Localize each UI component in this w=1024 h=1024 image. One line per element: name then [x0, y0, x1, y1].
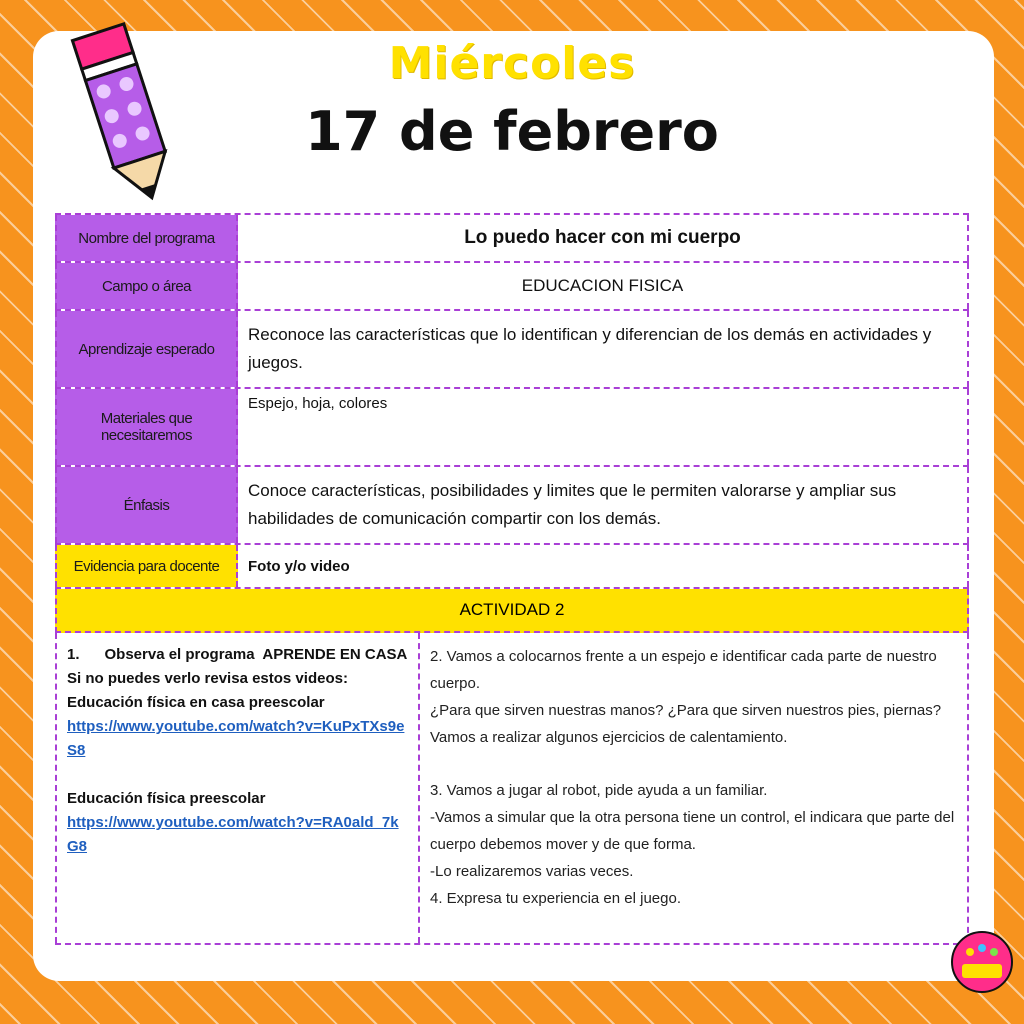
brand-logo-icon — [950, 930, 1014, 994]
value-program-name: Lo puedo hacer con mi cuerpo — [238, 215, 969, 261]
questions-text: ¿Para que sirven nuestras manos? ¿Para que sirven nuestros pies, piernas? Vamos a realizar algunos ejercicios de calentamiento. — [430, 702, 942, 746]
lesson-table — [55, 213, 969, 945]
activity-body — [55, 633, 969, 945]
video-2-link[interactable]: https://www.youtube.com/watch?v=RA0ald_7kG8 — [67, 814, 399, 855]
step-1-text: 1. Observa el programa APRENDE EN CASA — [67, 646, 408, 663]
videos-intro: Si no puedes verlo revisa estos videos: — [67, 670, 348, 687]
value-learning: Reconoce las características que lo identifican y diferencian de los demás en actividades y juegos. — [238, 311, 969, 387]
label-field: Campo o área — [55, 263, 238, 309]
video-1-title: Educación física en casa preescolar — [67, 694, 325, 711]
row-program-name — [55, 213, 969, 263]
value-field: EDUCACION FISICA — [238, 263, 969, 309]
label-emphasis: Énfasis — [55, 467, 238, 543]
row-field — [55, 263, 969, 311]
label-program-name: Nombre del programa — [55, 215, 238, 261]
row-materials — [55, 389, 969, 467]
row-emphasis — [55, 467, 969, 545]
label-learning: Aprendizaje esperado — [55, 311, 238, 387]
value-materials: Espejo, hoja, colores — [238, 389, 969, 465]
date-title: 17 de febrero — [305, 100, 719, 163]
robot-instructions: -Vamos a simular que la otra persona tiene un control, el indicara que parte del cuerpo debemos mover y de que forma. — [430, 809, 955, 853]
value-evidence: Foto y/o video — [238, 545, 969, 587]
label-evidence: Evidencia para docente — [55, 545, 238, 587]
day-title: Miércoles — [388, 38, 636, 89]
activity-left-column — [55, 633, 420, 943]
activity-right-column — [420, 633, 969, 943]
step-2-text: 2. Vamos a colocarnos frente a un espejo e identificar cada parte de nuestro cuerpo. — [430, 648, 937, 692]
row-evidence — [55, 545, 969, 589]
step-3-text: 3. Vamos a jugar al robot, pide ayuda a un familiar. — [430, 782, 768, 799]
activity-title: ACTIVIDAD 2 — [55, 589, 969, 633]
label-materials: Materiales que necesitaremos — [55, 389, 238, 465]
value-emphasis: Conoce características, posibilidades y limites que le permiten valorarse y ampliar sus habilidades de comunicación compartir con los demás. — [238, 467, 969, 543]
video-1-link[interactable]: https://www.youtube.com/watch?v=KuPxTXs9eS8 — [67, 718, 405, 759]
step-4-text: 4. Expresa tu experiencia en el juego. — [430, 890, 681, 907]
video-2-title: Educación física preescolar — [67, 790, 266, 807]
repeat-text: -Lo realizaremos varias veces. — [430, 863, 634, 880]
row-learning — [55, 311, 969, 389]
